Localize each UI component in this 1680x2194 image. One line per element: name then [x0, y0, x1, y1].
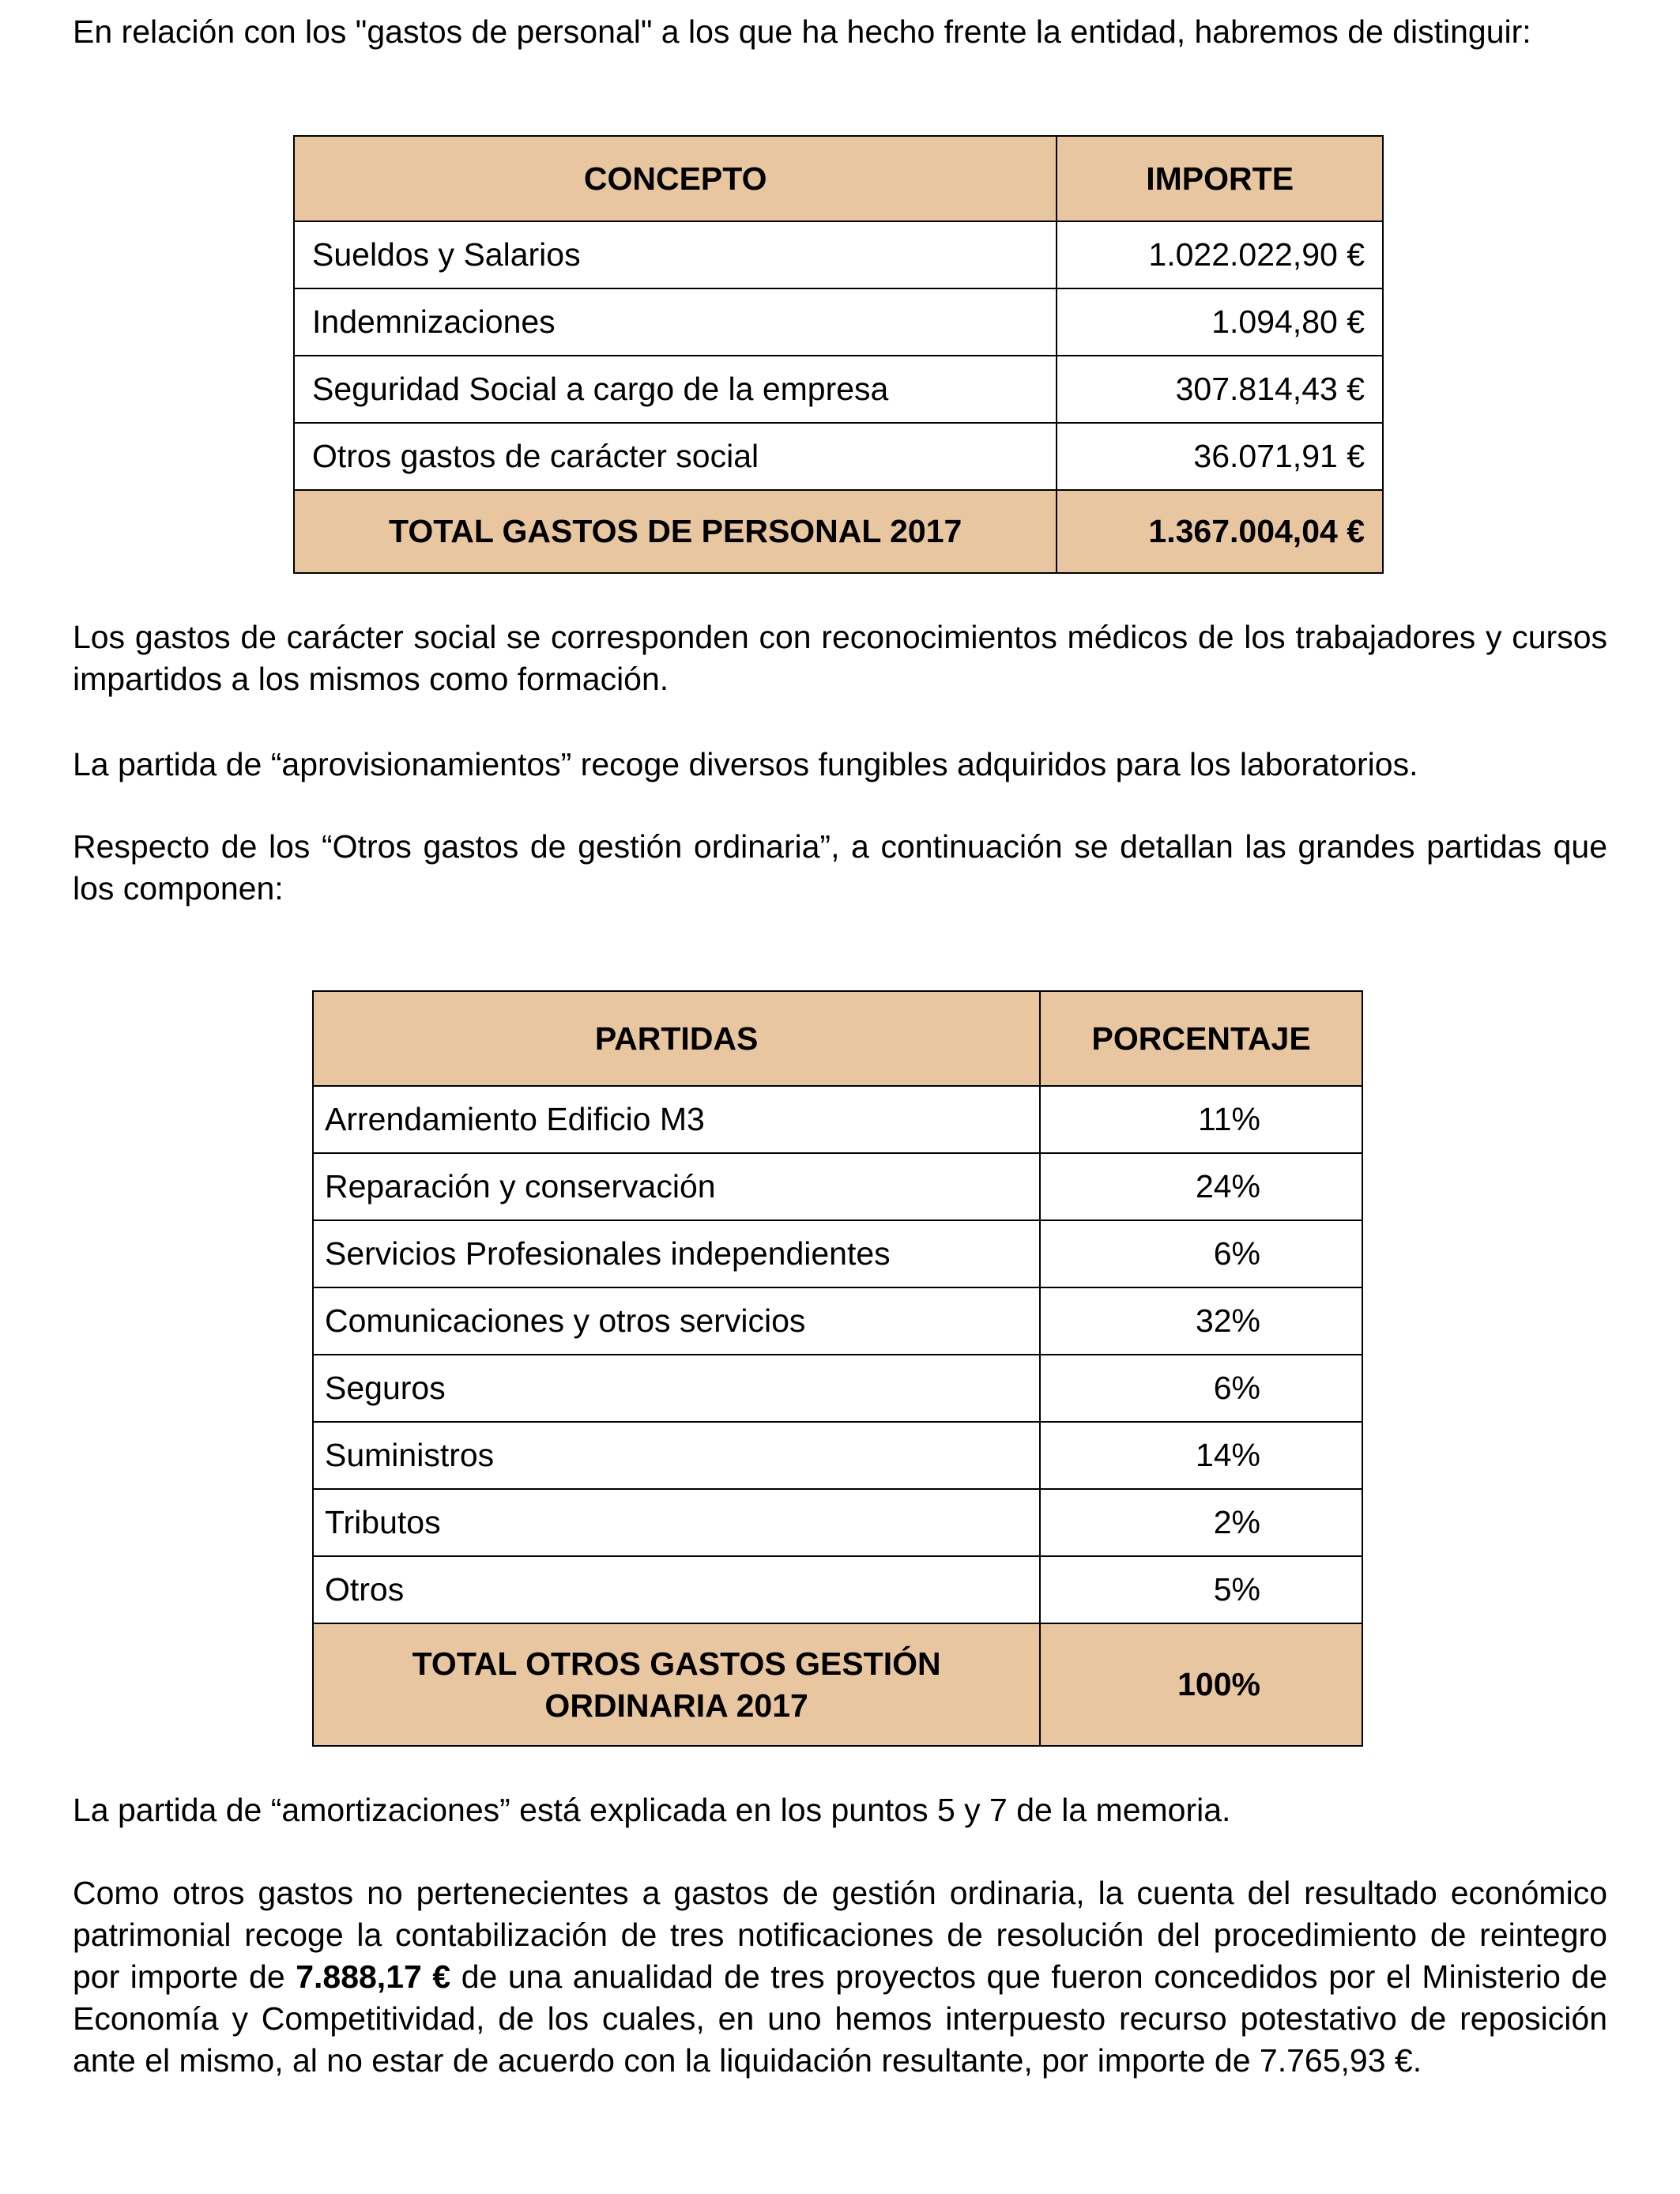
percentage-cell: 6%	[1040, 1220, 1362, 1287]
amount-cell: 1.022.022,90 €	[1057, 221, 1383, 288]
table-row	[313, 1086, 1362, 1153]
reimbursement-text-after: de una anualidad de tres proyectos que fueron concedidos por el Ministerio de Economía y Competitividad, de los cuales, en uno hemos interpuesto recurso potestativo de reposición ante el mismo, al no estar de acuerdo con la liquidación resultante, por importe de 7.765,93 €.	[73, 1958, 1608, 2079]
amount-cell: 307.814,43 €	[1057, 356, 1383, 423]
percentage-cell: 14%	[1040, 1422, 1362, 1489]
intro-paragraph: En relación con los "gastos de personal" a los que ha hecho frente la entidad, habremos de distinguir:	[73, 13, 1531, 50]
concept-cell: Otros gastos de carácter social	[294, 423, 1057, 490]
reimbursement-amount: 7.888,17 €	[296, 1958, 451, 1995]
table-row	[313, 1287, 1362, 1355]
table-row	[294, 288, 1383, 356]
total-percentage-cell: 100%	[1040, 1623, 1362, 1746]
percentage-cell: 6%	[1040, 1355, 1362, 1422]
item-cell: Tributos	[313, 1489, 1040, 1556]
amortization-paragraph: La partida de “amortizaciones” está explicada en los puntos 5 y 7 de la memoria.	[73, 1792, 1231, 1828]
table-row	[294, 221, 1383, 288]
concept-cell: Indemnizaciones	[294, 288, 1057, 356]
total-amount-cell: 1.367.004,04 €	[1057, 490, 1383, 573]
total-label-cell: TOTAL GASTOS DE PERSONAL 2017	[294, 490, 1057, 573]
percentage-cell: 32%	[1040, 1287, 1362, 1355]
total-label-line-1: TOTAL OTROS GASTOS GESTIÓN	[412, 1645, 941, 1682]
column-header-importe: IMPORTE	[1057, 136, 1383, 221]
reimbursement-paragraph	[73, 1872, 1607, 2082]
item-cell: Suministros	[313, 1422, 1040, 1489]
table-row	[294, 356, 1383, 423]
reimbursement-text-before: Como otros gastos no pertenecientes a gastos de gestión ordinaria, la cuenta del resultado económico patrimonial recoge la contabilización de tres notificaciones de resolución del procedimiento de reintegro por importe de	[73, 1875, 1607, 1995]
supplies-paragraph: La partida de “aprovisionamientos” recoge diversos fungibles adquiridos para los laboratorios.	[73, 746, 1418, 782]
social-expenses-paragraph: Los gastos de carácter social se corresponden con reconocimientos médicos de los trabajadores y cursos impartidos a los mismos como formación.	[73, 619, 1607, 697]
percentage-cell: 2%	[1040, 1489, 1362, 1556]
item-cell: Arrendamiento Edificio M3	[313, 1086, 1040, 1153]
total-label-cell	[313, 1623, 1040, 1746]
total-row	[294, 490, 1383, 573]
item-cell: Servicios Profesionales independientes	[313, 1220, 1040, 1287]
table-row	[294, 423, 1383, 490]
personnel-expenses-table	[293, 135, 1384, 574]
total-label-line-2: ORDINARIA 2017	[544, 1687, 808, 1724]
item-cell: Comunicaciones y otros servicios	[313, 1287, 1040, 1355]
item-cell: Reparación y conservación	[313, 1153, 1040, 1220]
item-cell: Otros	[313, 1556, 1040, 1623]
other-expenses-table	[312, 990, 1363, 1747]
item-cell: Seguros	[313, 1355, 1040, 1422]
column-header-concepto: CONCEPTO	[294, 136, 1057, 221]
percentage-cell: 5%	[1040, 1556, 1362, 1623]
amount-cell: 1.094,80 €	[1057, 288, 1383, 356]
table-header-row	[294, 136, 1383, 221]
percentage-cell: 11%	[1040, 1086, 1362, 1153]
table-row	[313, 1355, 1362, 1422]
concept-cell: Sueldos y Salarios	[294, 221, 1057, 288]
table-row	[313, 1153, 1362, 1220]
table-row	[313, 1422, 1362, 1489]
table-row	[313, 1556, 1362, 1623]
table-row	[313, 1220, 1362, 1287]
column-header-porcentaje: PORCENTAJE	[1040, 991, 1362, 1086]
total-row	[313, 1623, 1362, 1746]
other-expenses-intro-paragraph: Respecto de los “Otros gastos de gestión ordinaria”, a continuación se detallan las grandes partidas que los componen:	[73, 828, 1607, 907]
table-row	[313, 1489, 1362, 1556]
amount-cell: 36.071,91 €	[1057, 423, 1383, 490]
column-header-partidas: PARTIDAS	[313, 991, 1040, 1086]
table-header-row	[313, 991, 1362, 1086]
concept-cell: Seguridad Social a cargo de la empresa	[294, 356, 1057, 423]
percentage-cell: 24%	[1040, 1153, 1362, 1220]
